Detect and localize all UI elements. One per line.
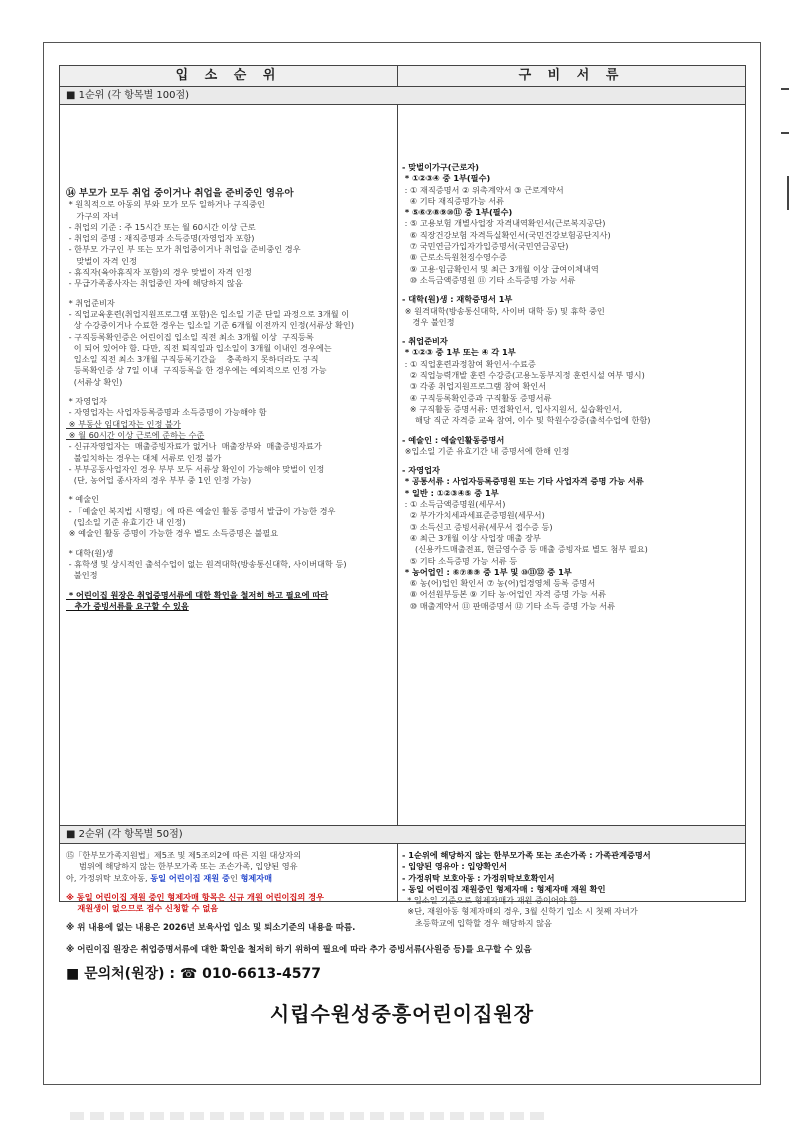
text-line (402, 427, 742, 435)
text-line: - 자영업자 (402, 465, 440, 476)
highlight-text: 동일 어린이집 재원 중 (150, 872, 230, 883)
text-line: 범위에 해당하지 않는 한부모가족 또는 조손가족, 입양된 영유 (66, 861, 298, 872)
text-line: 상 수강중이거나 수료한 경우는 입소일 기준 6개월 이전까지 인정(서류상 확인) (66, 320, 355, 331)
text-line: : ① 소득금액증명원(세무서) (402, 499, 506, 510)
header-admission-priority: 입 소 순 위 (60, 66, 398, 87)
text-line: - 취업의 증명 : 재직증명과 소득증명(자영업자 포함) (66, 233, 255, 244)
text-line: - 무급가족종사자는 취업중인 자에 해당하지 않음 (66, 278, 243, 289)
text-line: - 한부모 가구인 부 또는 모가 취업중이거나 취업을 준비중인 경우 (66, 244, 301, 255)
text-line (402, 328, 742, 336)
contact-line: ■ 문의처(원장) : ☎ 010-6613-4577 (66, 966, 321, 982)
text-line: ※ 동일 어린이집 재원 중인 형제자매 항목은 신규 개원 어린이집의 경우 (66, 891, 324, 902)
text-line: ② 직업능력개발 훈련 수강증(고용노동부지정 훈련시설 여부 명시) (402, 370, 645, 381)
text-line (66, 873, 394, 884)
text-line: - 대학(원)생 : 재학증명서 1부 (402, 294, 513, 305)
text-line: ③ 소득신고 증빙서류(세무서 접수증 등) (402, 521, 553, 532)
text-line: ⑥ 직장건강보험 자격득실확인서(국민건강보험공단지사) (402, 229, 611, 240)
text-line: ⑨ 고용·임금확인서 및 최근 3개월 이상 급여이체내역 (402, 263, 599, 274)
column-divider-2 (397, 844, 398, 902)
text-line: - 동일 어린이집 재원중인 형제자매 : 형제자매 재원 확인 (402, 883, 606, 894)
text-line: 재원생이 없으므로 점수 신청할 수 없음 (66, 903, 219, 914)
text-line (402, 457, 742, 465)
text-line: ⑮「한부모가족지원법」제5조 및 제5조의2에 따른 지원 대상자의 (66, 850, 302, 860)
faded-text (70, 1112, 550, 1120)
text-line: 불인정 (66, 570, 98, 581)
text-line: ※ 구직활동 증명서류: 면접확인서, 입사지원서, 실습확인서, (402, 403, 623, 414)
text-line: - 휴직자(육아휴직자 포함)의 경우 맞벌이 자격 인정 (66, 267, 252, 278)
text-line: ⑦ 국민연금가입자가입증명서(국민연금공단) (402, 241, 569, 252)
column-divider (397, 105, 398, 825)
text-line: : ⑤ 고용보험 개별사업장 자격내역확인서(근로복지공단) (402, 218, 606, 229)
text-line: (신용카드매출전표, 현금영수증 등 매출 증빙자료 별도 첨부 필요) (402, 544, 648, 555)
text-line: 입소일 직전 최소 3개월 구직등록기간을 충족하지 못하더라도 구직 (66, 354, 319, 365)
rank1-documents (402, 162, 742, 612)
text-line (66, 582, 394, 590)
highlight-text: 형제자매 (240, 872, 273, 883)
text-line (66, 884, 394, 892)
text-line: ⑩ 소득금액증명원 ⑪ 기타 소득증명 가능 서류 (402, 274, 576, 285)
text-line: ④ 최근 3개월 이상 사업장 매출 장부 (402, 532, 541, 543)
text-line (66, 486, 394, 494)
text-line: - 신규자영업자는 매출증빙자료가 없거나 매출장부와 매출증빙자료가 (66, 441, 322, 452)
text-line: - 「예술인 복지법 시행령」에 따른 예술인 활동 증명서 발급이 가능한 경우 (66, 505, 336, 516)
text-line: : ① 재직증명서 ② 위촉계약서 ③ 근로계약서 (402, 184, 564, 195)
text-line: * 원칙적으로 아동의 부와 모가 모두 일하거나 구직중인 (66, 199, 265, 210)
edge-mark (781, 88, 789, 90)
text-line: ⑥ 농(어)업인 확인서 ⑦ 농(어)업경영체 등록 증명서 (402, 578, 596, 589)
text-line: - 예술인 : 예술인활동증명서 (402, 434, 505, 445)
text-line: - 취업의 기준 : 주 15시간 또는 월 60시간 이상 근로 (66, 221, 256, 232)
text-line: ※ 원격대학(방송통신대학, 사이버 대학 등) 및 휴학 중인 (402, 305, 605, 316)
text-span: 아, 가정위탁 보호아동, (66, 872, 151, 883)
rank2-criteria (66, 850, 394, 914)
note-2: ※ 어린이집 원장은 취업증명서류에 대한 확인을 철저히 하기 위하여 필요에 따라 추가 증빙서류(사원증 등)를 요구할 수 있음 (66, 945, 532, 955)
note-1: ※ 위 내용에 없는 내용은 2026년 보육사업 입소 및 퇴소기준의 내용을 따름. (66, 923, 356, 933)
text-line: (단, 농어업 종사자의 경우 부부 중 1인 인정 가능) (66, 475, 252, 486)
text-line: ※ 월 60시간 이상 근로에 준하는 수준 (66, 429, 205, 440)
text-line: - 휴학생 및 상시적인 출석수업이 없는 원격대학(방송통신대학, 사이버대학 등) (66, 558, 347, 569)
text-line: * 입소일 기준으로 형제자매가 재원 중이어야 함 (402, 895, 578, 906)
text-line: * 농어업인 : ⑥⑦⑧⑨ 중 1부 및 ⑩⑪⑫ 중 1부 (402, 566, 572, 577)
edge-mark (781, 132, 789, 134)
text-line: - 맞벌이가구(근로자) (402, 162, 480, 172)
text-line: * 일반 : ①②③④⑤ 중 1부 (402, 487, 499, 498)
text-line: 맞벌이 자격 인정 (66, 255, 137, 266)
text-line: ⑧ 근로소득원천징수영수증 (402, 252, 507, 263)
header-required-documents: 구 비 서 류 (398, 66, 745, 87)
text-line (402, 286, 742, 294)
text-line: 이 되어 있어야 함. 다만, 직전 퇴직일과 입소일이 3개월 이내인 경우에는 (66, 342, 332, 353)
text-line: (입소일 기준 유효기간 내 인정) (66, 517, 186, 528)
text-line: 초등학교에 입학할 경우 해당하지 않음 (402, 917, 552, 928)
text-line: : ① 직업훈련과정참여 확인서·수료증 (402, 358, 536, 369)
text-line: - 입양된 영유아 : 입양확인서 (402, 861, 508, 872)
text-line: 경우 불인정 (402, 316, 455, 327)
text-line: 가구의 자녀 (66, 210, 119, 221)
text-line: - 구직등록확인증은 어린이집 입소일 직전 최소 3개월 이상 구직등록 (66, 331, 314, 342)
signature-title: 시립수원성중흥어린이집원장 (269, 1002, 535, 1026)
text-line: 추가 증빙서류를 요구할 수 있음 (66, 600, 189, 611)
text-line: * ①②③④ 중 1부(필수) (402, 173, 491, 184)
rank1-label: ■ 1순위 (각 항목별 100점) (60, 87, 745, 105)
text-line: ③ 각종 취업지원프로그램 참여 확인서 (402, 381, 547, 392)
text-line: ※ 부동산 임대업자는 인정 불가 (66, 418, 181, 429)
text-line: - 가정위탁 보호아동 : 가정위탁보호확인서 (402, 872, 555, 883)
text-line: * ⑤⑥⑦⑧⑨⑩⑪ 중 1부(필수) (402, 207, 513, 218)
document-page (43, 42, 761, 1085)
text-line: - 1순위에 해당하지 않는 한부모가족 또는 조손가족 : 가족관계증명서 (402, 850, 651, 860)
text-line: ※ 예술인 활동 증명이 가능한 경우 별도 소득증명은 불필요 (66, 528, 279, 539)
rank1-criteria (66, 188, 394, 612)
text-line: ⑤ 기타 소득증명 가능 서류 등 (402, 555, 518, 566)
text-line: * 예술인 (66, 494, 100, 505)
text-line: (서류상 확인) (66, 376, 123, 387)
text-line (66, 290, 394, 298)
text-line: * 공통서류 : 사업자등록증명원 또는 기타 사업자격 증명 가능 서류 (402, 476, 644, 487)
text-line: ※입소일 기준 유효기간 내 증명서에 한해 인정 (402, 445, 570, 456)
text-line: * 취업준비자 (66, 297, 115, 308)
text-span: 인 (229, 872, 241, 883)
text-line: 불일치하는 경우는 대체 서류로 인정 불가 (66, 452, 222, 463)
text-line: * 어린이집 원장은 취업증명서류에 대한 확인을 철저히 하고 필요에 따라 (66, 589, 329, 600)
text-line: 등록확인증 상 7일 이내 구직등록을 한 경우에는 예외적으로 인정 가능 (66, 365, 327, 376)
text-line: - 부부공동사업자인 경우 부부 모두 서류상 확인이 가능해야 맞벌이 인정 (66, 463, 325, 474)
text-line: * ①②③ 중 1부 또는 ④ 각 1부 (402, 347, 516, 358)
text-line: ※단, 재원아동 형제자매의 경우, 3월 신학기 입소 시 첫째 자녀가 (402, 906, 638, 917)
text-line: ② 부가가치세과세표준증명원(세무서) (402, 510, 545, 521)
text-line: 해당 직군 자격증 교육 참여, 이수 및 학원수강증(출석수업에 한함) (402, 415, 651, 426)
text-line: ⑧ 어선원부등본 ⑨ 기타 농·어업인 자격 증명 가능 서류 (402, 589, 607, 600)
text-line: ⑩ 매출계약서 ⑪ 판매증명서 ⑫ 기타 소득 증명 가능 서류 (402, 600, 616, 611)
text-line: ⑭ 부모가 모두 취업 중이거나 취업을 준비중인 영유아 (66, 188, 294, 199)
text-line: - 자영업자는 사업자등록증명과 소득증명이 가능해야 함 (66, 407, 267, 418)
text-line (66, 540, 394, 548)
text-line: - 취업준비자 (402, 336, 448, 347)
text-line (66, 388, 394, 396)
text-line: ④ 구직등록확인증과 구직활동 증명서류 (402, 392, 552, 403)
rank2-label: ■ 2순위 (각 항목별 50점) (60, 826, 745, 844)
edge-mark (787, 176, 789, 210)
notes (66, 917, 532, 961)
text-line: - 직업교육훈련(취업지원프로그램 포함)은 입소일 기준 단일 과정으로 3개월 이 (66, 308, 350, 319)
text-line: * 자영업자 (66, 396, 107, 407)
text-line: * 대학(원)생 (66, 547, 114, 558)
text-line: ④ 기타 재직증명가능 서류 (402, 195, 505, 206)
